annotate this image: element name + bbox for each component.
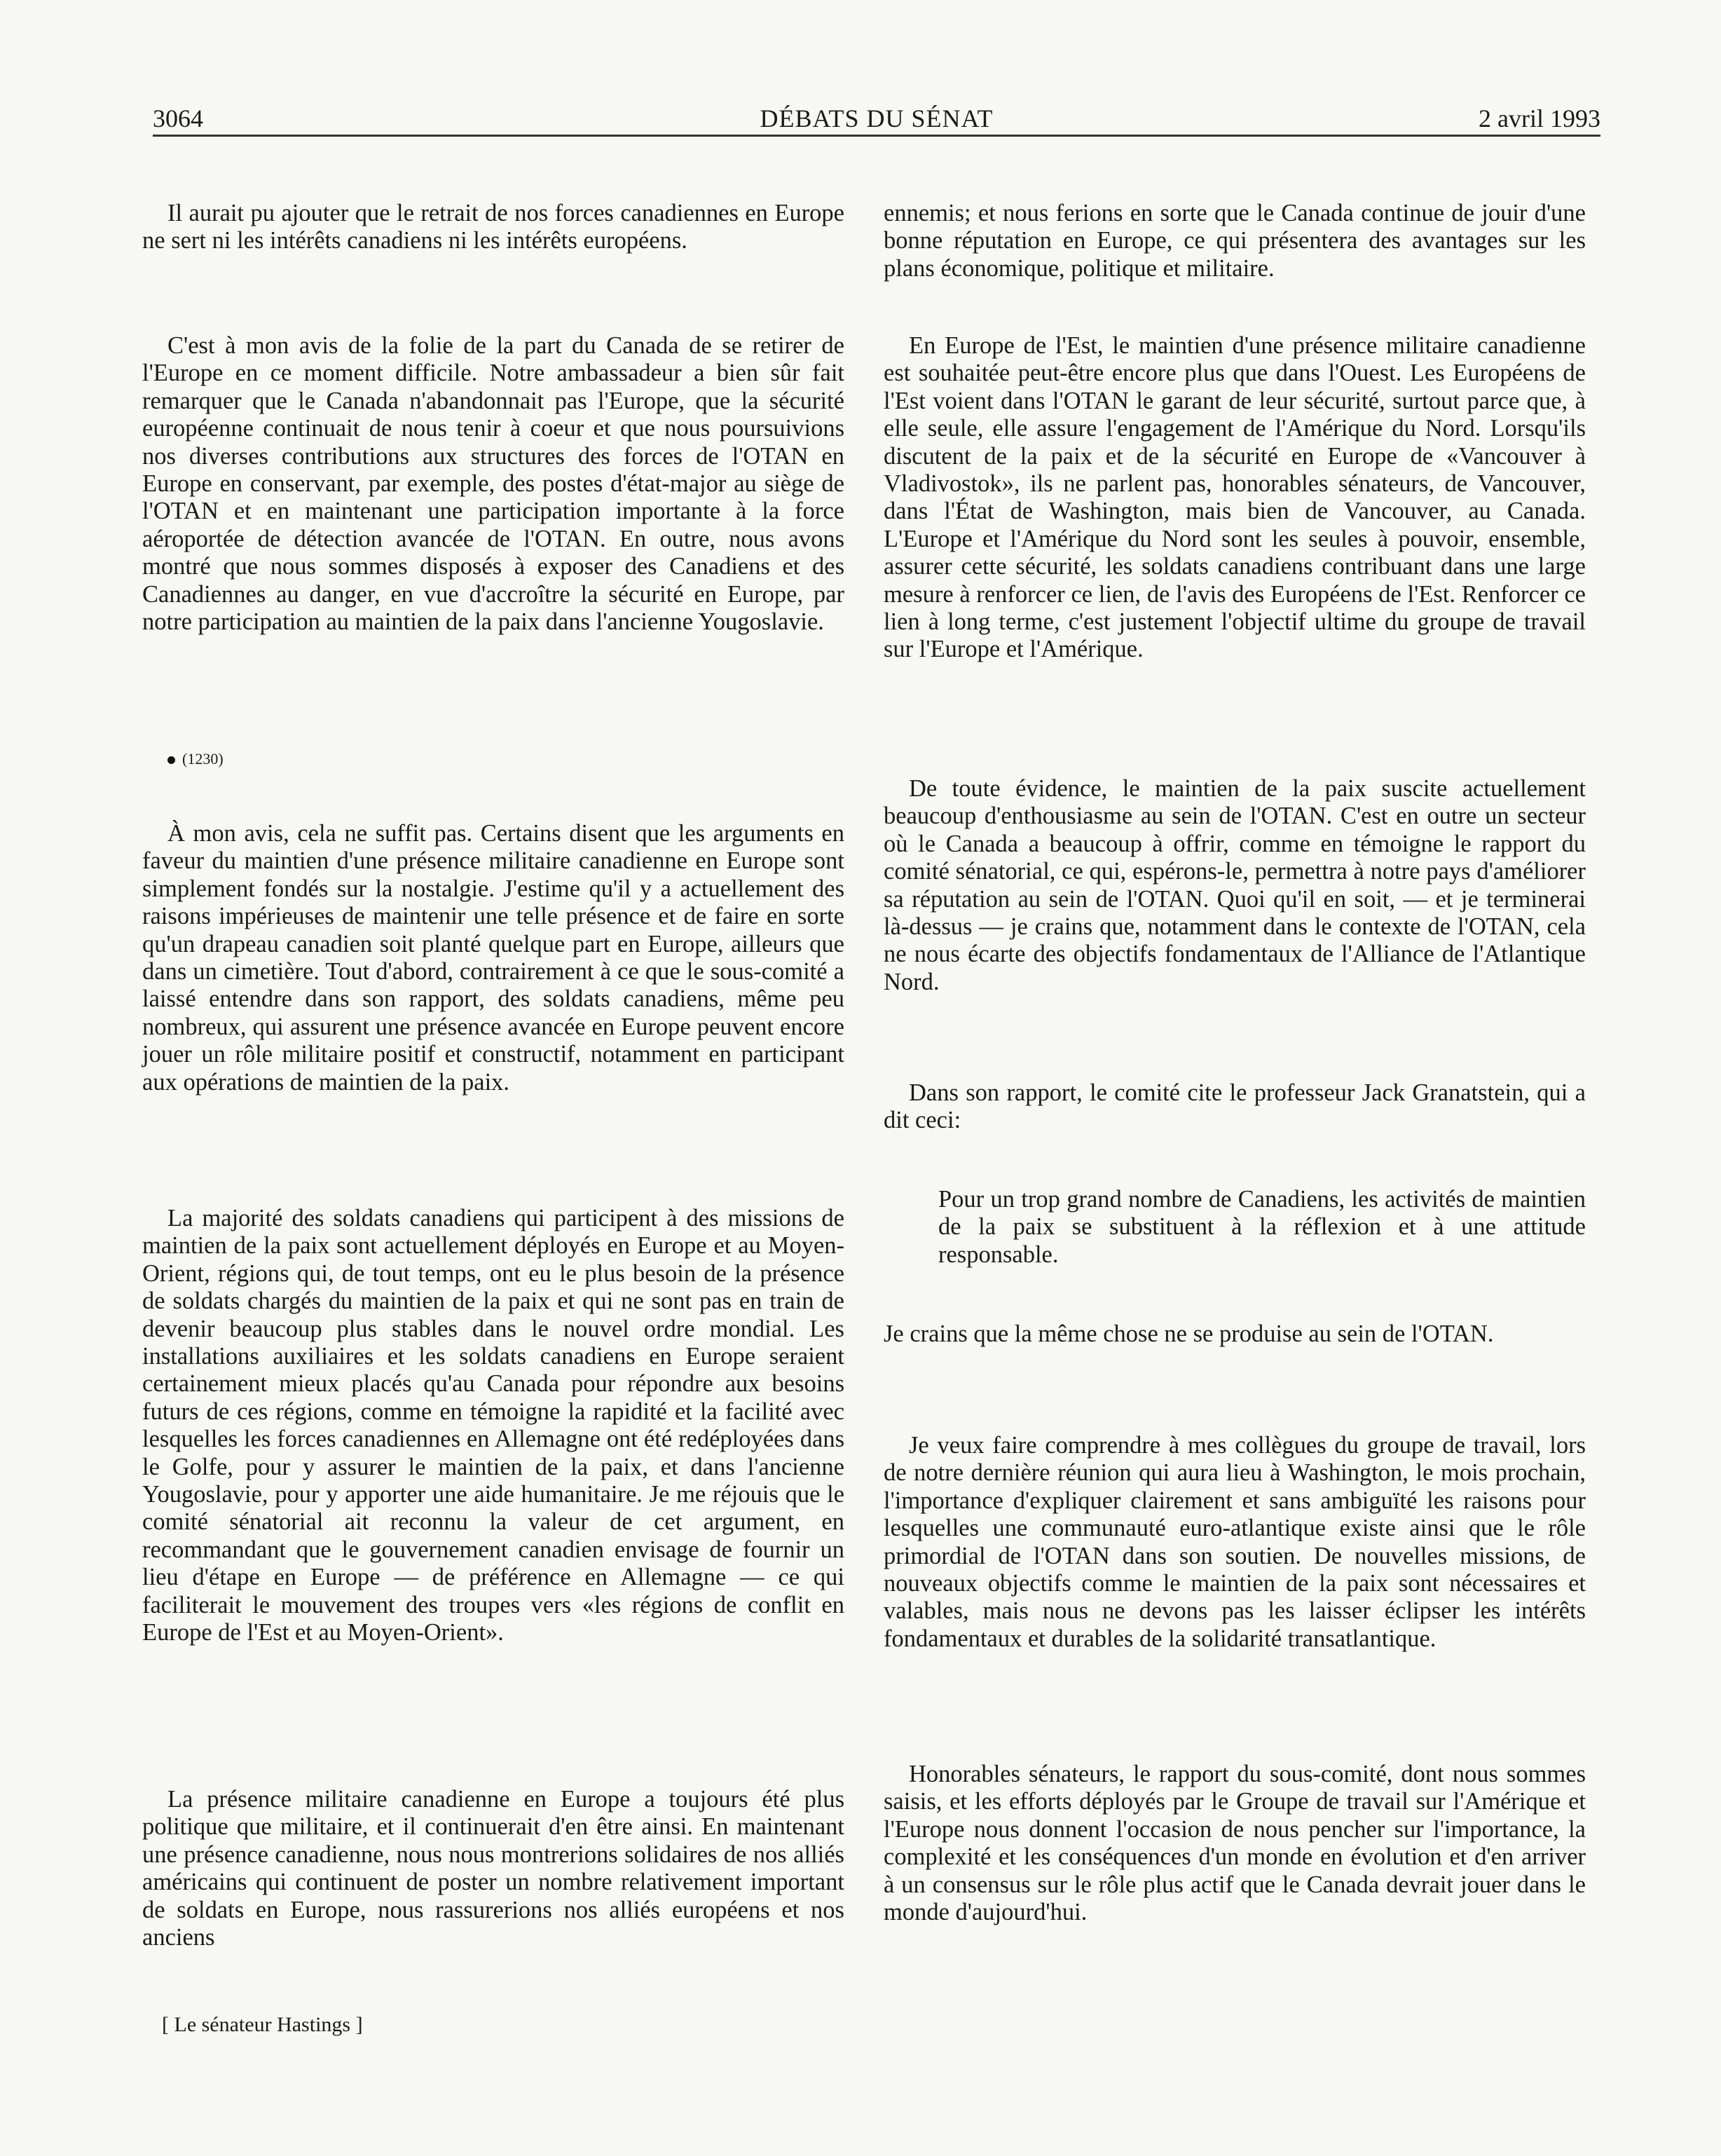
paragraph: Je crains que la même chose ne se produise au sein de l'OTAN.	[884, 1321, 1494, 1347]
paragraph: La présence militaire canadienne en Europe a toujours été plus politique que militaire, et il continuerait d'en être ainsi. En maintenant une présence canadienne, nous nous montrerions solidaires de nos alliés américains qui continuent de poster un nombre relativement important de soldats en Europe, nous rassurerions nos alliés européens et nos anciens	[142, 1786, 844, 1951]
publication-title: DÉBATS DU SÉNAT	[760, 104, 994, 132]
paragraph: À mon avis, cela ne suffit pas. Certains disent que les arguments en faveur du maintien d'une présence militaire canadienne en Europe sont simplement fondés sur la nostalgie. J'estime qu'il y a actuellement des raisons impérieuses de maintenir une telle présence et de faire en sorte qu'un drapeau canadien soit planté quelque part en Europe, ailleurs que dans un cimetière. Tout d'abord, contrairement à ce que le sous-comité a laissé entendre dans son rapport, des soldats canadiens, même peu nombreux, qui assurent une présence avancée en Europe peuvent encore jouer un rôle militaire positif et constructif, notamment en participant aux opérations de maintien de la paix.	[142, 820, 844, 1096]
bullet-icon	[167, 756, 175, 764]
page-number: 3064	[153, 104, 203, 132]
speaker-footer: [ Le sénateur Hastings ]	[162, 2013, 363, 2036]
paragraph: Je veux faire comprendre à mes collègues du groupe de travail, lors de notre dernière réunion qui aura lieu à Washington, le mois prochain, l'importance d'expliquer clairement et sans ambiguïté les raisons pour lesquelles une communauté euro-atlantique existe ainsi que le rôle primordial de l'OTAN dans son soutien. De nouvelles missions, de nouveaux objectifs comme le maintien de la paix sont nécessaires et valables, mais nous ne devons pas les laisser éclipser les intérêts fondamentaux et durables de la solidarité transatlantique.	[884, 1432, 1586, 1652]
paragraph: En Europe de l'Est, le maintien d'une présence militaire canadienne est souhaitée peut-être encore plus que dans l'Ouest. Les Européens de l'Est voient dans l'OTAN le garant de leur sécurité, surtout parce que, à elle seule, elle assure l'engagement de l'Amérique du Nord. Lorsqu'ils discutent de la paix et de la sécurité en Europe de «Vancouver à Vladivostok», ils ne parlent pas, honorables sénateurs, de Vancouver, dans l'État de Washington, mais bien de Vancouver, au Canada. L'Europe et l'Amérique du Nord sont les seules à pouvoir, ensemble, assurer cette sécurité, les soldats canadiens contribuant dans une large mesure à renforcer ce lien, de l'avis des Européens de l'Est. Renforcer ce lien à long terme, c'est justement l'objectif ultime du groupe de travail sur l'Europe et l'Amérique.	[884, 332, 1586, 663]
page-header	[153, 102, 1600, 137]
paragraph: Il aurait pu ajouter que le retrait de nos forces canadiennes en Europe ne sert ni les intérêts canadiens ni les intérêts européens.	[142, 200, 844, 254]
paragraph: C'est à mon avis de la folie de la part du Canada de se retirer de l'Europe en ce moment difficile. Notre ambassadeur a bien sûr fait remarquer que le Canada n'abandonnait pas l'Europe, que la sécurité européenne continuait de nous tenir à coeur et que nous poursuivions nos diverses contributions aux structures des forces de l'OTAN en Europe en conservant, par exemple, des postes d'état-major au siège de l'OTAN et en maintenant une participation importante à la force aéroportée de détection avancée de l'OTAN. En outre, nous avons montré que nous sommes disposés à exposer des Canadiens et des Canadiennes au danger, en vue d'accroître la sécurité en Europe, par notre participation au maintien de la paix dans l'ancienne Yougoslavie.	[142, 332, 844, 636]
paragraph: ennemis; et nous ferions en sorte que le Canada continue de jouir d'une bonne réputation en Europe, ce qui présentera des avantages sur les plans économique, politique et militaire.	[884, 200, 1586, 282]
time-marker-text: (1230)	[182, 750, 224, 767]
paragraph: La majorité des soldats canadiens qui participent à des missions de maintien de la paix sont actuellement déployés en Europe et au Moyen-Orient, régions qui, de tout temps, ont eu le plus besoin de la présence de soldats chargés du maintien de la paix et qui ne sont pas en train de devenir beaucoup plus stables dans le nouvel ordre mondial. Les installations auxiliaires et les soldats canadiens en Europe seraient certainement mieux placés qu'au Canada pour répondre aux besoins futurs de ces régions, comme en témoigne la rapidité et la facilité avec lesquelles les forces canadiennes en Allemagne ont été redéployées dans le Golfe, pour y assurer le maintien de la paix, et dans l'ancienne Yougoslavie, pour y apporter une aide humanitaire. Je me réjouis que le comité sénatorial ait reconnu la valeur de cet argument, en recommandant que le gouvernement canadien envisage de fournir un lieu d'étape en Europe — de préférence en Allemagne — ce qui faciliterait le mouvement des troupes vers «les régions de conflit en Europe de l'Est et au Moyen-Orient».	[142, 1205, 844, 1646]
publication-date: 2 avril 1993	[1479, 104, 1600, 132]
paragraph: De toute évidence, le maintien de la paix suscite actuellement beaucoup d'enthousiasme au sein de l'OTAN. C'est en outre un secteur où le Canada a beaucoup à offrir, comme en témoigne le rapport du comité sénatorial, ce qui, espérons-le, permettra à notre pays d'améliorer sa réputation au sein de l'OTAN. Quoi qu'il en soit, — et je terminerai là-dessus — je crains que, notamment dans le contexte de l'OTAN, cela ne nous écarte des objectifs fondamentaux de l'Alliance de l'Atlantique Nord.	[884, 775, 1586, 995]
paragraph: Honorables sénateurs, le rapport du sous-comité, dont nous sommes saisis, et les efforts déployés par le Groupe de travail sur l'Amérique et l'Europe nous donnent l'occasion de nous pencher sur l'importance, la complexité et les conséquences d'un monde en évolution et d'en arriver à un consensus sur le rôle plus actif que le Canada devrait jouer dans le monde d'aujourd'hui.	[884, 1761, 1586, 1926]
paragraph: Dans son rapport, le comité cite le professeur Jack Granatstein, qui a dit ceci:	[884, 1079, 1586, 1134]
time-marker	[167, 749, 224, 770]
block-quote: Pour un trop grand nombre de Canadiens, les activités de maintien de la paix se substituent à la réflexion et à une attitude responsable.	[938, 1186, 1586, 1268]
